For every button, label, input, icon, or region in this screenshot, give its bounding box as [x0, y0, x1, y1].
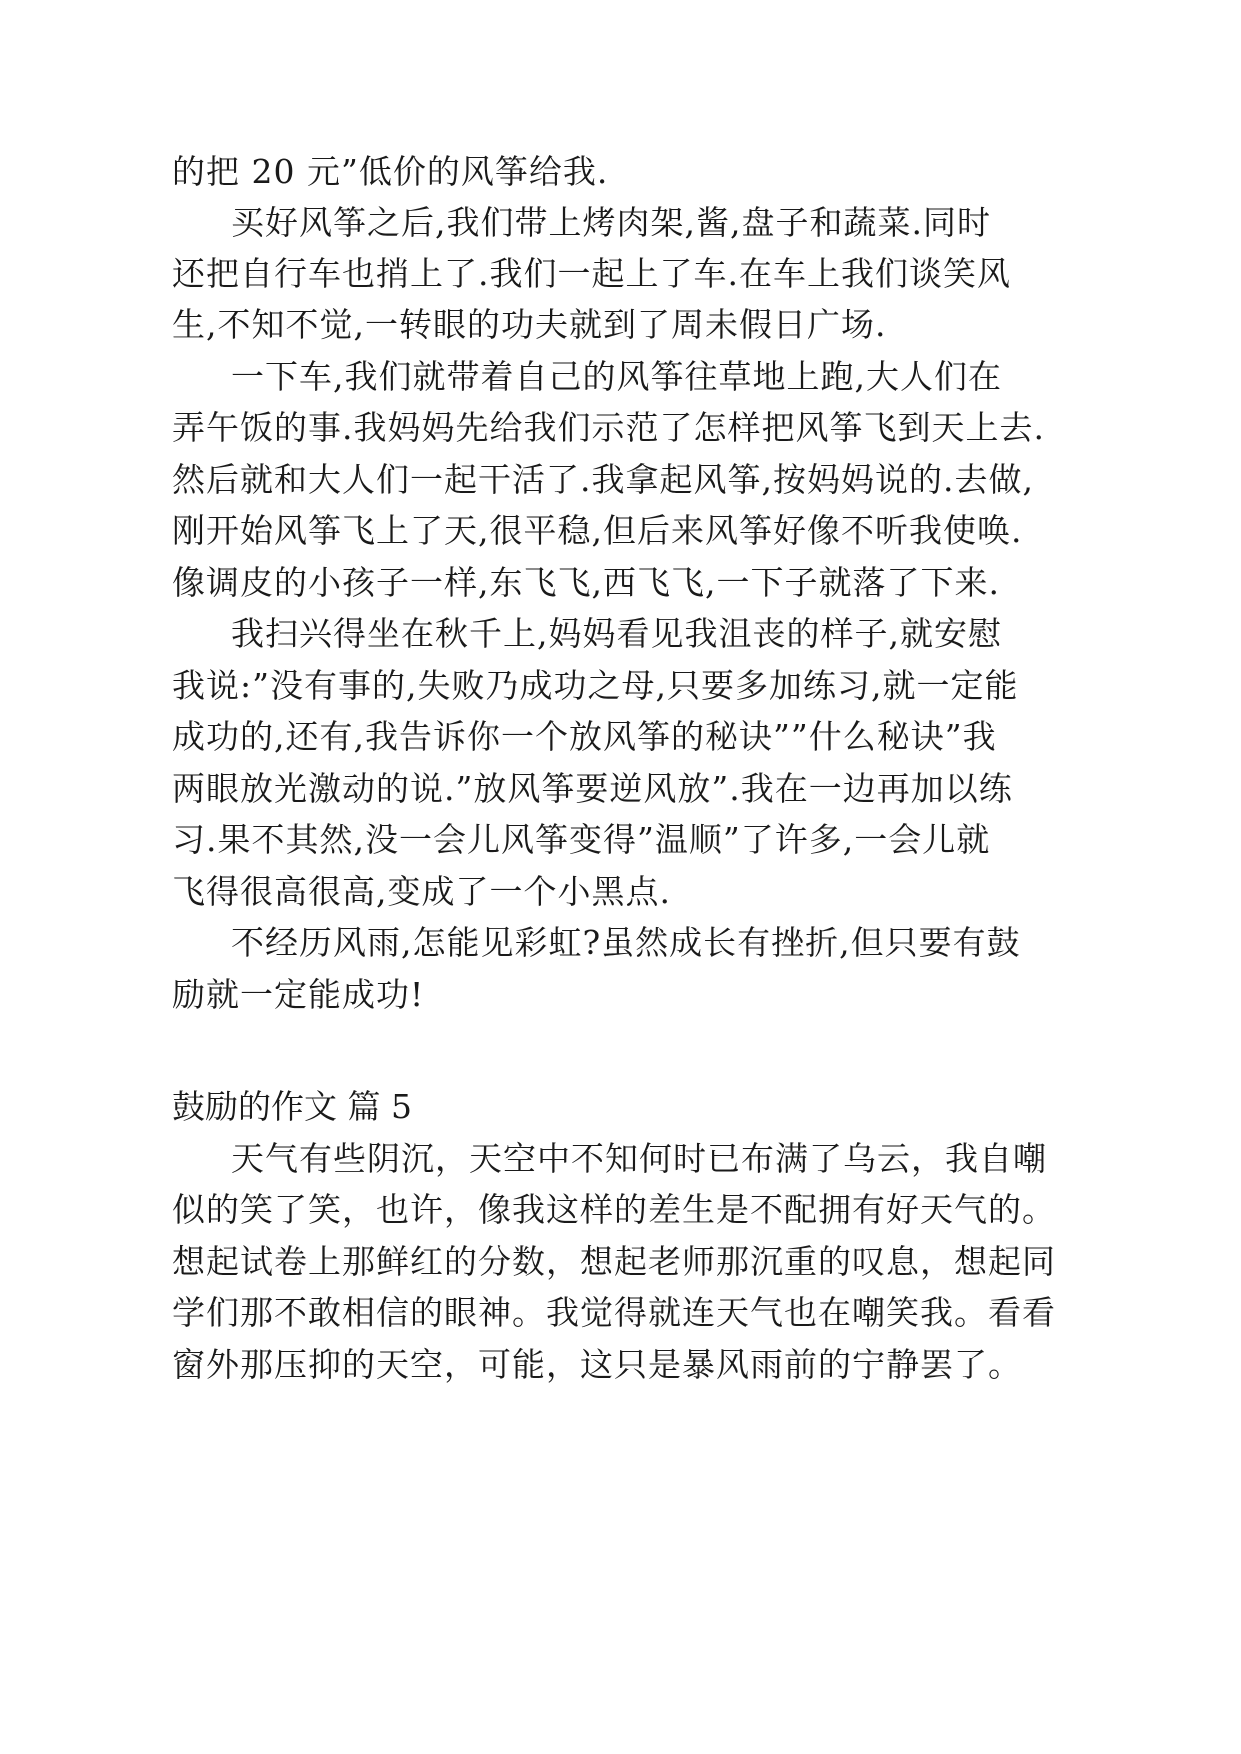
text-line: 习.果不其然,没一会儿风筝变得”温顺”了许多,一会儿就	[172, 820, 991, 859]
text-line: 励就一定能成功!	[172, 975, 425, 1014]
text-line: 窗外那压抑的天空，可能，这只是暴风雨前的宁静罢了。	[172, 1345, 1022, 1384]
text-line: 然后就和大人们一起干活了.我拿起风筝,按妈妈说的.去做,	[172, 460, 1034, 499]
text-line: 像调皮的小孩子一样,东飞飞,西飞飞,一下子就落了下来.	[172, 563, 1000, 602]
text-line: 的把 20 元”低价的风筝给我.	[172, 152, 609, 191]
text-line: 成功的,还有,我告诉你一个放风筝的秘诀””什么秘诀”我	[172, 717, 997, 756]
text-line: 不经历风雨,怎能见彩虹?虽然成长有挫折,但只要有鼓	[231, 923, 1021, 962]
text-line: 我扫兴得坐在秋千上,妈妈看见我沮丧的样子,就安慰	[231, 614, 1002, 653]
text-line: 弄午饭的事.我妈妈先给我们示范了怎样把风筝飞到天上去.	[172, 408, 1045, 447]
text-line: 天气有些阴沉，天空中不知何时已布满了乌云，我自嘲	[231, 1139, 1047, 1178]
text-line: 似的笑了笑，也许，像我这样的差生是不配拥有好天气的。	[172, 1190, 1056, 1229]
text-line: 一下车,我们就带着自己的风筝往草地上跑,大人们在	[231, 357, 1002, 396]
text-line: 飞得很高很高,变成了一个小黑点.	[172, 872, 671, 911]
text-line: 学们那不敢相信的眼神。我觉得就连天气也在嘲笑我。看看	[172, 1293, 1056, 1332]
text-line: 我说:”没有事的,失败乃成功之母,只要多加练习,就一定能	[172, 666, 1019, 705]
text-line: 两眼放光激动的说.”放风筝要逆风放”.我在一边再加以练	[172, 769, 1013, 808]
text-line: 买好风筝之后,我们带上烤肉架,酱,盘子和蔬菜.同时	[231, 203, 991, 242]
text-line: 刚开始风筝飞上了天,很平稳,但后来风筝好像不听我使唤.	[172, 511, 1023, 550]
section-heading: 鼓励的作文 篇 5	[172, 1087, 412, 1126]
text-line: 生,不知不觉,一转眼的功夫就到了周未假日广场.	[172, 305, 887, 344]
text-line: 还把自行车也捎上了.我们一起上了车.在车上我们谈笑风	[172, 254, 1011, 293]
text-line: 想起试卷上那鲜红的分数，想起老师那沉重的叹息，想起同	[172, 1242, 1056, 1281]
